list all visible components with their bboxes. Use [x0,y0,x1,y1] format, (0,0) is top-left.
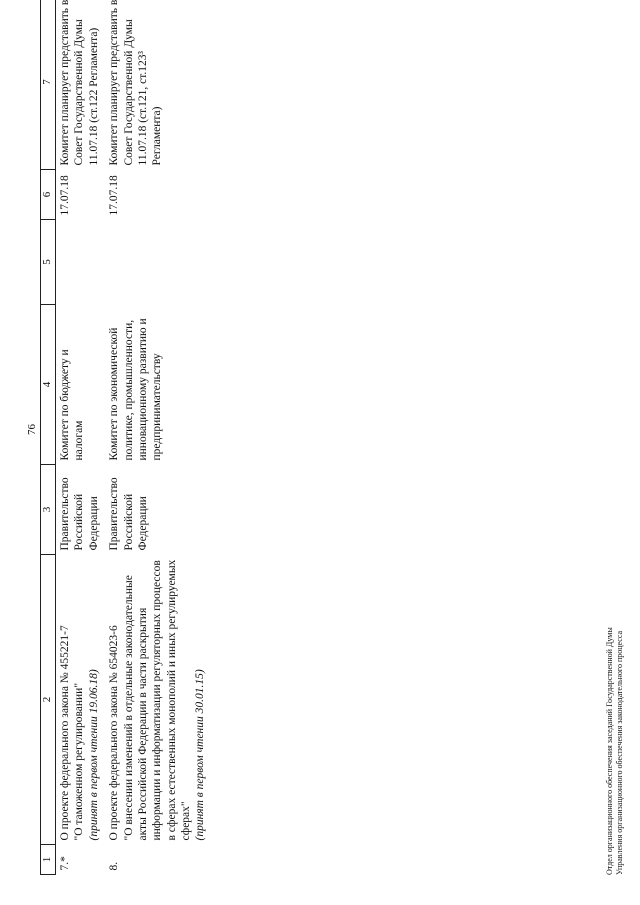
column-header: 6 [41,170,56,220]
column-header: 5 [41,220,56,305]
column-5-cell [56,220,106,305]
bill-subject: "О таможенном регулировании" [73,682,86,841]
column-header: 4 [41,305,56,465]
committee-cell: Комитет по бюджету и налогам [59,349,86,461]
row-number: 8. [108,861,121,871]
reading-status: (принят в первом чтении 30.01.15) [194,669,207,841]
column-header: 3 [41,465,56,555]
bill-title: О проекте федерального закона № 455221-7 [59,625,71,841]
reading-status: (принят в первом чтении 19.06.18) [87,669,100,841]
footer-line: Отдел организационного обеспечения заседаний Государственной Думы [605,627,614,875]
column-header: 7 [41,0,56,170]
initiator-cell: Правительство Российской Федерации [108,477,149,551]
legislation-table [40,0,212,875]
column-header: 1 [41,845,56,875]
committee-cell: Комитет по экономической политике, промышленности, инновационному развитию и предпринимательству [108,318,164,461]
column-5-cell [105,220,212,305]
bill-subject: "О внесении изменений в отдельные законодательные акты Российской Федерации в части раскрытия информации и информатизации регуляторных процессов в сферах естественных монополий и иных регулируемых сферах" [122,559,192,841]
page-number: 76 [26,424,38,435]
note-cell: Комитет планирует представить в Совет Государственной Думы 11.07.18 (ст.122 Регламента) [59,0,100,166]
initiator-cell: Правительство Российской Федерации [59,477,100,551]
footer [605,627,626,875]
date-cell: 17.07.18 [108,175,121,216]
column-number-row [41,0,56,875]
column-header: 2 [41,555,56,845]
date-cell: 17.07.18 [59,175,71,216]
bill-title-cell [105,555,212,845]
footer-line: Управления организационного обеспечения законодательного процесса [615,630,625,875]
table-row [105,0,212,875]
note-cell: Комитет планирует представить в Совет Государственной Думы 11.07.18 (ст.121, ст.123³ Регламента) [108,0,164,166]
bill-title-cell [56,555,106,845]
bill-title: О проекте федерального закона № 654023-6 [108,625,121,841]
table-row [56,0,106,875]
row-number: 7.* [59,856,71,871]
